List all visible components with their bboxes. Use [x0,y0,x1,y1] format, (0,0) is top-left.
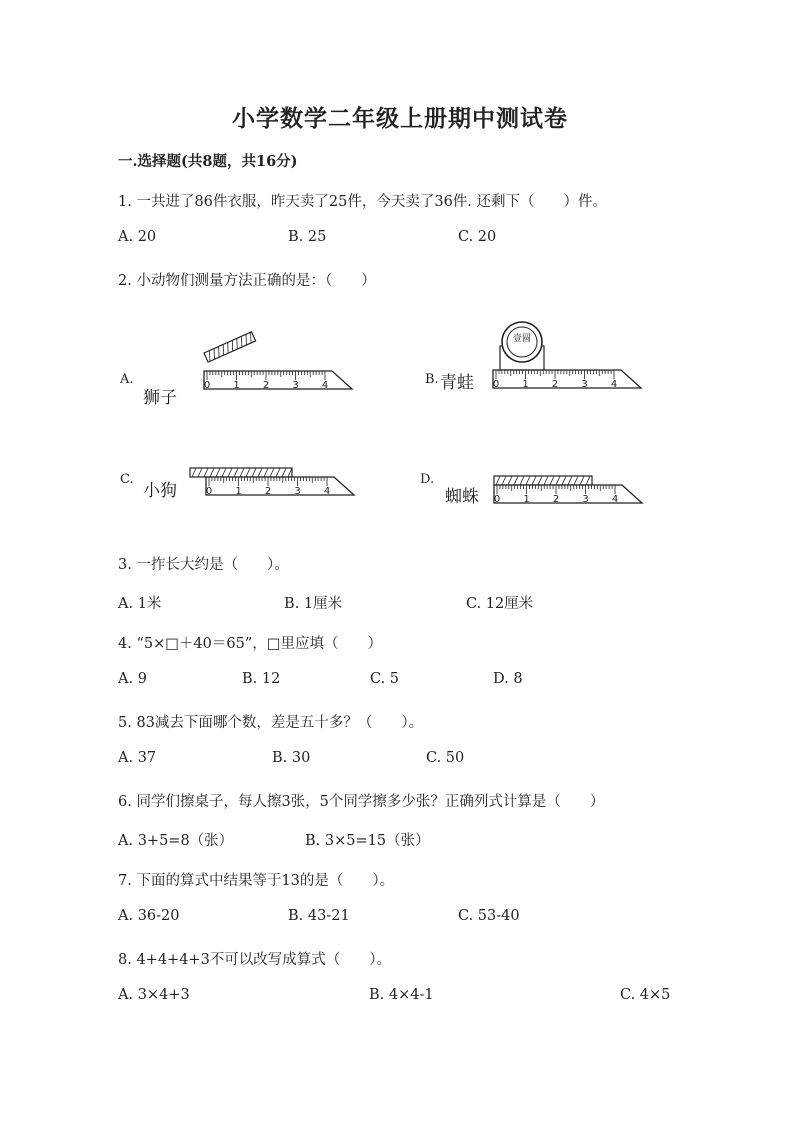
q3-option-b[interactable]: B. 1厘米 [284,596,343,612]
ruler-tick-label: 0 [492,379,500,390]
animal-frog: 青蛙 [440,373,474,393]
animal-spider: 蜘蛛 [445,487,479,507]
q8-option-c[interactable]: C. 4×5 [620,987,671,1003]
q4-option-d[interactable]: D. 8 [493,671,523,687]
figure-label-c[interactable]: C. [120,472,134,487]
ruler-figure-a [198,345,358,405]
animal-lion: 狮子 [143,388,177,408]
q1-option-b[interactable]: B. 25 [288,229,327,245]
ruler-tick-label: 2 [262,380,270,391]
ruler-tick-label: 0 [203,380,211,391]
question-2: 2. 小动物们测量方法正确的是：（ ） [118,273,376,289]
ruler-tick-label: 2 [264,486,272,497]
page-title: 小学数学二年级上册期中测试卷 [232,105,568,132]
ruler-tick-label: 1 [523,494,530,505]
ruler-tick-label: 4 [611,494,619,505]
ruler-tick-label: 2 [551,379,559,390]
q5-option-b[interactable]: B. 30 [272,750,311,766]
animal-dog: 小狗 [143,481,177,501]
q8-option-b[interactable]: B. 4×4-1 [369,987,434,1003]
q4-option-c[interactable]: C. 5 [370,671,400,687]
q7-option-b[interactable]: B. 43-21 [288,908,350,924]
q1-option-a[interactable]: A. 20 [118,229,157,245]
ruler-tick-label: 3 [294,486,301,497]
q6-option-a[interactable]: A. 3+5=8（张） [118,833,234,849]
ruler-figure-b [487,320,652,395]
q6-option-b[interactable]: B. 3×5=15（张） [305,833,430,849]
question-1: 1. 一共进了86件衣服，昨天卖了25件，今天卖了36件. 还剩下（ ）件。 [118,194,608,210]
ruler-tick-label: 3 [582,494,589,505]
coin-text: 壹圆 [512,334,532,344]
figure-label-a[interactable]: A. [120,372,134,387]
ruler-tick-label: 4 [610,379,618,390]
ruler-tick-label: 4 [321,380,329,391]
figure-label-d[interactable]: D. [420,472,435,487]
question-7: 7. 下面的算式中结果等于13的是（ ）。 [118,873,395,889]
q7-option-c[interactable]: C. 53-40 [458,908,520,924]
q7-option-a[interactable]: A. 36-20 [118,908,180,924]
tilted-strip [204,332,256,362]
q8-option-a[interactable]: A. 3×4+3 [118,987,190,1003]
question-3: 3. 一拃长大约是（ ）。 [118,557,289,573]
figure-label-b[interactable]: B. [425,372,439,387]
q3-option-a[interactable]: A. 1米 [118,596,162,612]
ruler-tick-label: 3 [581,379,588,390]
q5-option-a[interactable]: A. 37 [118,750,157,766]
ruler-tick-label: 1 [522,379,529,390]
ruler-figure-d [488,474,658,514]
ruler-tick-label: 4 [323,486,331,497]
q3-option-c[interactable]: C. 12厘米 [466,596,534,612]
question-6: 6. 同学们擦桌子，每人擦3张，5个同学擦多少张？正确列式计算是（ ） [118,794,605,810]
ruler-tick-label: 0 [205,486,213,497]
ruler-tick-label: 2 [552,494,560,505]
ruler-tick-label: 1 [235,486,242,497]
question-8: 8. 4+4+4+3不可以改写成算式（ ）。 [118,952,392,968]
q4-option-b[interactable]: B. 12 [242,671,281,687]
q5-option-c[interactable]: C. 50 [426,750,465,766]
ruler-tick-label: 3 [292,380,299,391]
ruler-tick-label: 1 [233,380,240,391]
q1-option-c[interactable]: C. 20 [458,229,497,245]
section-heading: 一.选择题(共8题，共16分) [118,153,298,170]
ruler-tick-label: 0 [493,494,501,505]
ruler-figure-c [190,466,370,506]
q4-option-a[interactable]: A. 9 [118,671,147,687]
question-4: 4. “5×□＋40＝65”，□里应填（ ） [118,636,382,652]
question-5: 5. 83减去下面哪个数，差是五十多？（ ）。 [118,715,424,731]
